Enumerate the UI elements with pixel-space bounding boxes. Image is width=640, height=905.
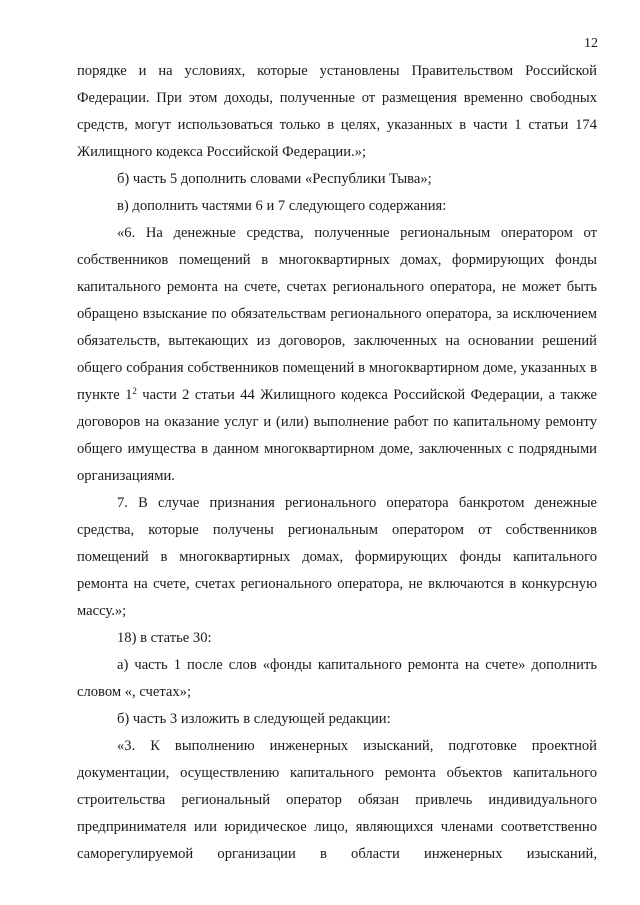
paragraph-6: 18) в статье 30: <box>117 630 212 646</box>
paragraph-3: в) дополнить частями 6 и 7 следующего содержания: <box>117 198 447 214</box>
paragraph-7: а) часть 1 после слов «фонды капитального ремонта на счете» дополнить словом «, счетах»; <box>77 657 597 700</box>
paragraph-4-text-end: части 2 статьи 44 Жилищного кодекса Российской Федерации, а также договоров на оказание услуг и (или) выполнение работ по капитальному ремонту общего имущества в данном многоквартирном доме, заключенных с подрядными организациями. <box>77 387 597 484</box>
paragraph-4-text-start: «6. На денежные средства, полученные региональным оператором от собственников помещений в многоквартирных домах, формирующих фонды капитального ремонта на счете, счетах регионального оператора, не может быть обращено взыскание по обязательствам регионального оператора, за исключением обязательств, вытекающих из договоров, заключенных на основании решений общего собрания собственников помещений в многоквартирном доме, указанных в пункте 1 <box>77 225 597 403</box>
paragraph-9: «3. К выполнению инженерных изысканий, подготовке проектной документации, осуществлению капитального ремонта объектов капитального строительства региональный оператор обязан привлечь индивидуального предпринимателя или юридическое лицо, являющихся членами соответственно саморегулируемой организации в области инженерных изысканий, <box>77 738 597 862</box>
paragraph-8: б) часть 3 изложить в следующей редакции: <box>117 711 391 727</box>
page-number: 12 <box>584 36 598 51</box>
superscript: 2 <box>132 386 137 396</box>
paragraph-5: 7. В случае признания регионального оператора банкротом денежные средства, которые получены региональным оператором от собственников помещений в многоквартирных домах, формирующих фонды капитального ремонта на счете, счетах регионального оператора, не включаются в конкурсную массу.»; <box>77 495 597 619</box>
paragraph-1: порядке и на условиях, которые установлены Правительством Российской Федерации. При этом доходы, полученные от размещения временно свободных средств, могут использоваться только в целях, указанных в части 1 статьи 174 Жилищного кодекса Российской Федерации.»; <box>77 63 597 160</box>
paragraph-2: б) часть 5 дополнить словами «Республики Тыва»; <box>117 171 432 187</box>
paragraph-4 <box>77 220 597 490</box>
document-body <box>77 58 597 868</box>
